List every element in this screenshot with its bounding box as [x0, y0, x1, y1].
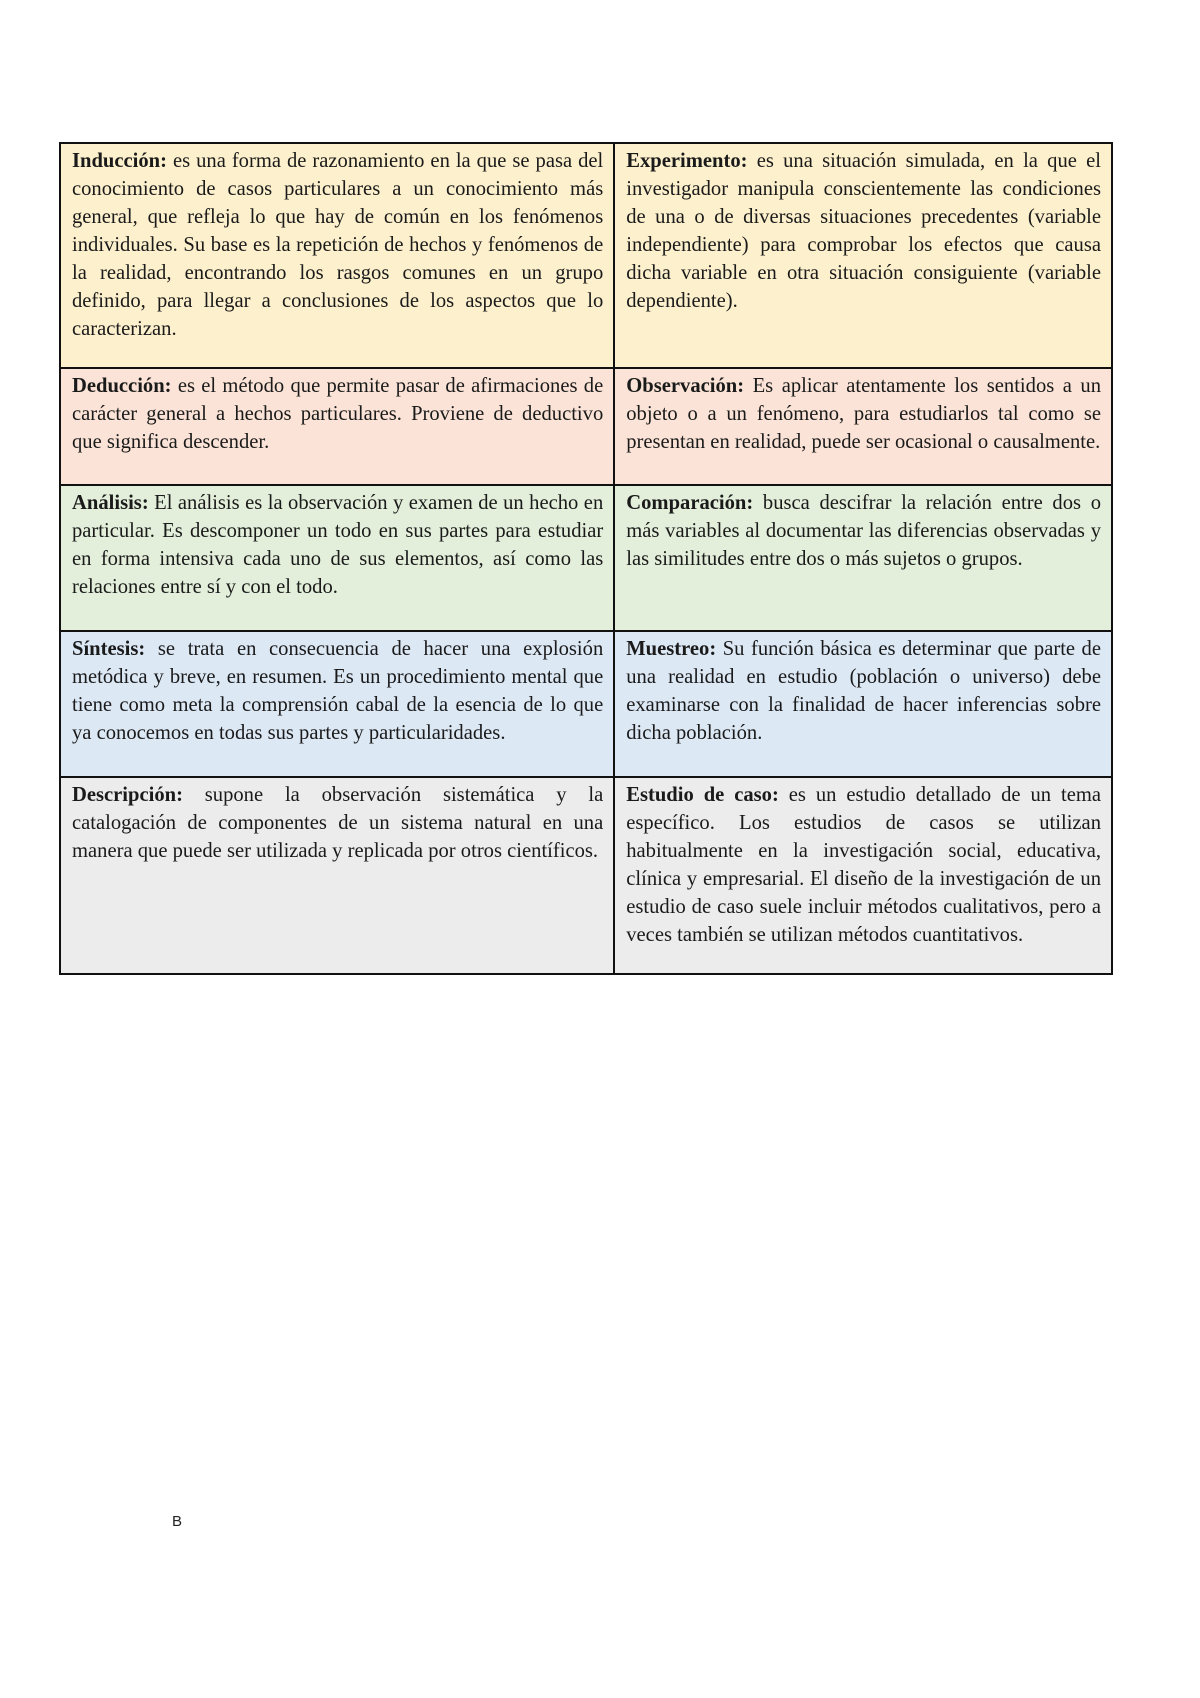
- term-definition: Su función básica es determinar que parte de una realidad en estudio (población o universo) debe examinarse con la finalidad de hacer inferencias sobre dicha población.: [626, 638, 1101, 744]
- table-row: [60, 485, 1112, 631]
- table-cell-deduccion: [60, 368, 614, 485]
- term-label: Comparación:: [626, 492, 754, 514]
- term-label: Estudio de caso:: [626, 784, 779, 806]
- concepts-table: [59, 142, 1113, 975]
- term-label: Deducción:: [72, 375, 172, 397]
- term-label: Experimento:: [626, 150, 748, 172]
- term-label: Análisis:: [72, 492, 149, 514]
- term-definition: es una forma de razonamiento en la que se pasa del conocimiento de casos particulares a un conocimiento más general, que refleja lo que hay de común en los fenómenos individuales. Su base es la repetición de hechos y fenómenos de la realidad, encontrando los rasgos comunes en un grupo definido, para llegar a conclusiones de los aspectos que lo caracterizan.: [72, 150, 604, 340]
- term-definition: es el método que permite pasar de afirmaciones de carácter general a hechos particulares. Proviene de deductivo que significa descender.: [72, 375, 604, 453]
- term-definition: es una situación simulada, en la que el investigador manipula conscientemente las condiciones de una o de diversas situaciones precedentes (variable independiente) para comprobar los efectos que causa dicha variable en otra situación consiguiente (variable dependiente).: [626, 150, 1101, 312]
- table-cell-induccion: [60, 143, 614, 368]
- term-definition: es un estudio detallado de un tema específico. Los estudios de casos se utilizan habitualmente en la investigación social, educativa, clínica y empresarial. El diseño de la investigación de un estudio de caso suele incluir métodos cualitativos, pero a veces también se utilizan métodos cuantitativos.: [626, 784, 1102, 946]
- table-cell-muestreo: [614, 631, 1112, 777]
- term-label: Descripción:: [72, 784, 183, 806]
- table-row: [60, 143, 1112, 368]
- table-cell-descripcion: [60, 777, 614, 974]
- term-definition: supone la observación sistemática y la catalogación de componentes de un sistema natural en una manera que puede ser utilizada y replicada por otros científicos.: [72, 784, 604, 862]
- table-cell-analisis: [60, 485, 614, 631]
- table-cell-estudio-de-caso: [614, 777, 1112, 974]
- table-cell-observacion: [614, 368, 1112, 485]
- table-cell-experimento: [614, 143, 1112, 368]
- term-definition: se trata en consecuencia de hacer una explosión metódica y breve, en resumen. Es un procedimiento mental que tiene como meta la comprensión cabal de la esencia de lo que ya conocemos en todas sus partes y particularidades.: [72, 638, 604, 744]
- page-mark: B: [172, 1513, 183, 1530]
- table-cell-comparacion: [614, 485, 1112, 631]
- term-label: Muestreo:: [626, 638, 717, 660]
- term-definition: Es aplicar atentamente los sentidos a un objeto o a un fenómeno, para estudiarlos tal como se presentan en realidad, puede ser ocasional o causalmente.: [626, 375, 1101, 453]
- term-definition: busca descifrar la relación entre dos o más variables al documentar las diferencias observadas y las similitudes entre dos o más sujetos o grupos.: [626, 492, 1101, 570]
- term-label: Inducción:: [72, 150, 167, 172]
- table-row: [60, 777, 1112, 974]
- term-label: Observación:: [626, 375, 745, 397]
- table-row: [60, 631, 1112, 777]
- table-cell-sintesis: [60, 631, 614, 777]
- term-definition: El análisis es la observación y examen de un hecho en particular. Es descomponer un todo en sus partes para estudiar en forma intensiva cada uno de sus elementos, así como las relaciones entre sí y con el todo.: [72, 492, 604, 598]
- table-row: [60, 368, 1112, 485]
- term-label: Síntesis:: [72, 638, 146, 660]
